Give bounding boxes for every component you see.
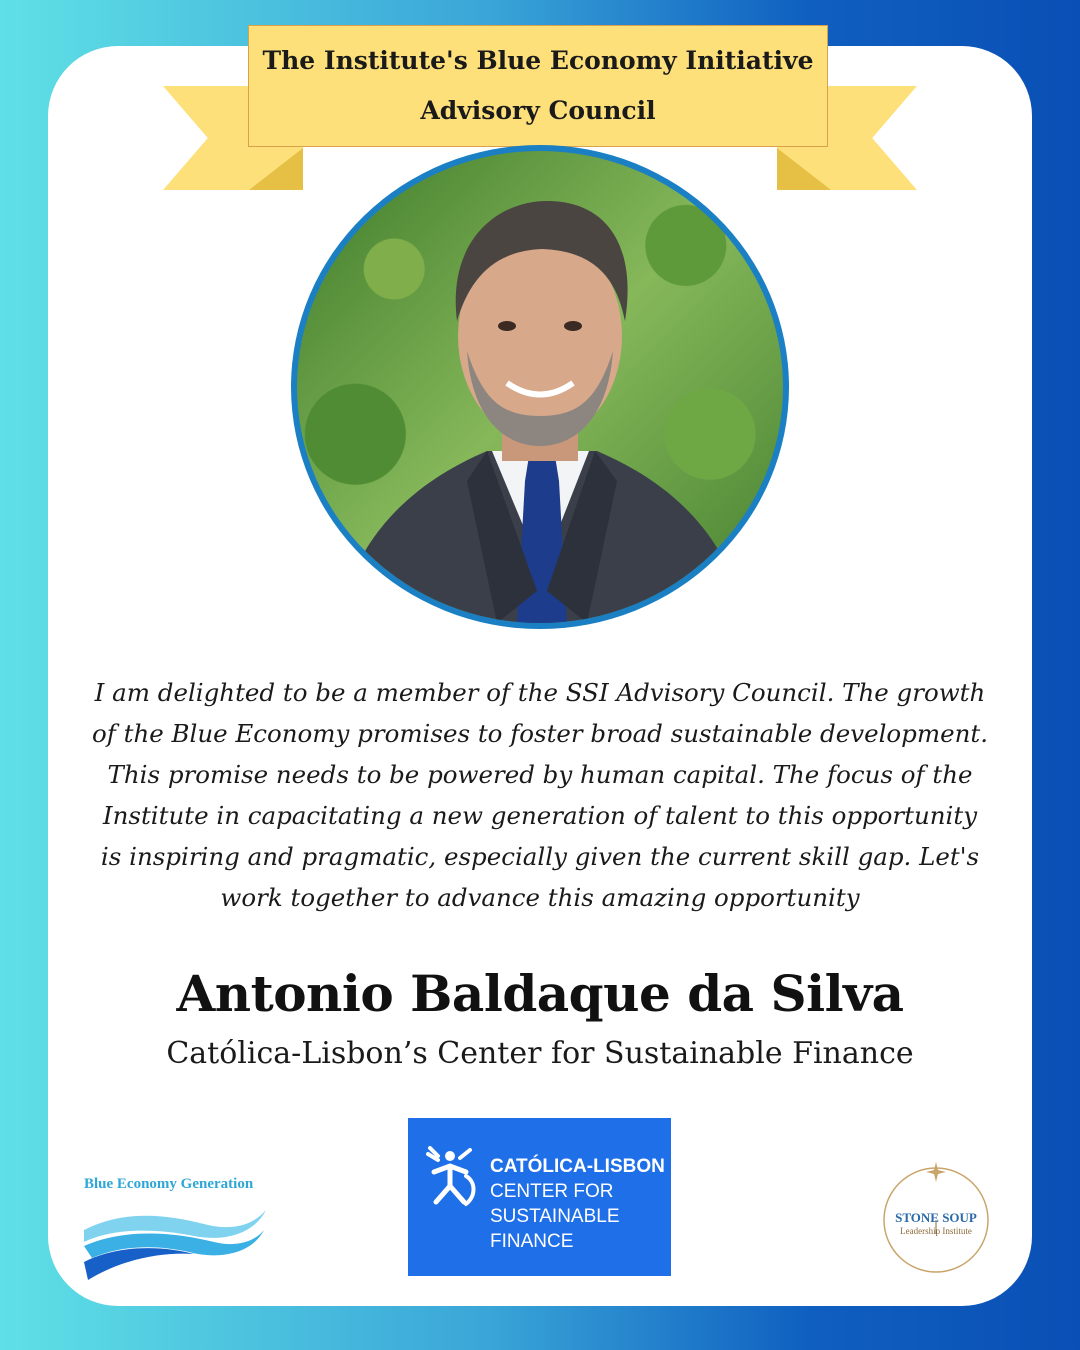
catolica-figure-icon bbox=[420, 1146, 480, 1210]
catolica-name: CATÓLICA-LISBON bbox=[490, 1156, 665, 1177]
title-banner bbox=[248, 25, 828, 147]
catolica-line: CENTER FOR bbox=[490, 1181, 614, 1202]
catolica-line: SUSTAINABLE bbox=[490, 1206, 620, 1227]
blue-economy-generation-logo bbox=[84, 1176, 274, 1286]
banner-subtitle: Advisory Council bbox=[420, 96, 656, 125]
blue-economy-logo-text: Blue Economy Generation bbox=[84, 1176, 254, 1192]
stone-soup-emblem bbox=[880, 1160, 992, 1276]
stone-soup-subtitle: Leadership Institute bbox=[900, 1226, 972, 1236]
quote-line: work together to advance this amazing opportunity bbox=[220, 883, 860, 912]
wave-icon bbox=[84, 1202, 274, 1286]
person-name: Antonio Baldaque da Silva bbox=[176, 964, 904, 1023]
quote-line: Institute in capacitating a new generation of talent to this opportunity bbox=[102, 801, 978, 830]
quote-line: This promise needs to be powered by human capital. The focus of the bbox=[107, 760, 973, 789]
testimonial-quote bbox=[70, 672, 1010, 918]
quote-line: I am delighted to be a member of the SSI Advisory Council. The growth bbox=[94, 678, 986, 707]
catolica-line: FINANCE bbox=[490, 1231, 574, 1252]
catolica-logo-text bbox=[490, 1154, 665, 1254]
quote-line: of the Blue Economy promises to foster broad sustainable development. bbox=[92, 719, 988, 748]
person-silhouette bbox=[297, 151, 783, 623]
catolica-lisbon-logo bbox=[408, 1118, 671, 1276]
stone-soup-logo bbox=[880, 1160, 992, 1276]
banner-title: The Institute's Blue Economy Initiative bbox=[262, 46, 814, 75]
quote-line: is inspiring and pragmatic, especially given the current skill gap. Let's bbox=[100, 842, 980, 871]
stone-soup-title: STONE SOUP bbox=[895, 1210, 977, 1225]
portrait-photo bbox=[291, 145, 789, 629]
person-affiliation: Católica-Lisbon’s Center for Sustainable Finance bbox=[166, 1036, 914, 1071]
